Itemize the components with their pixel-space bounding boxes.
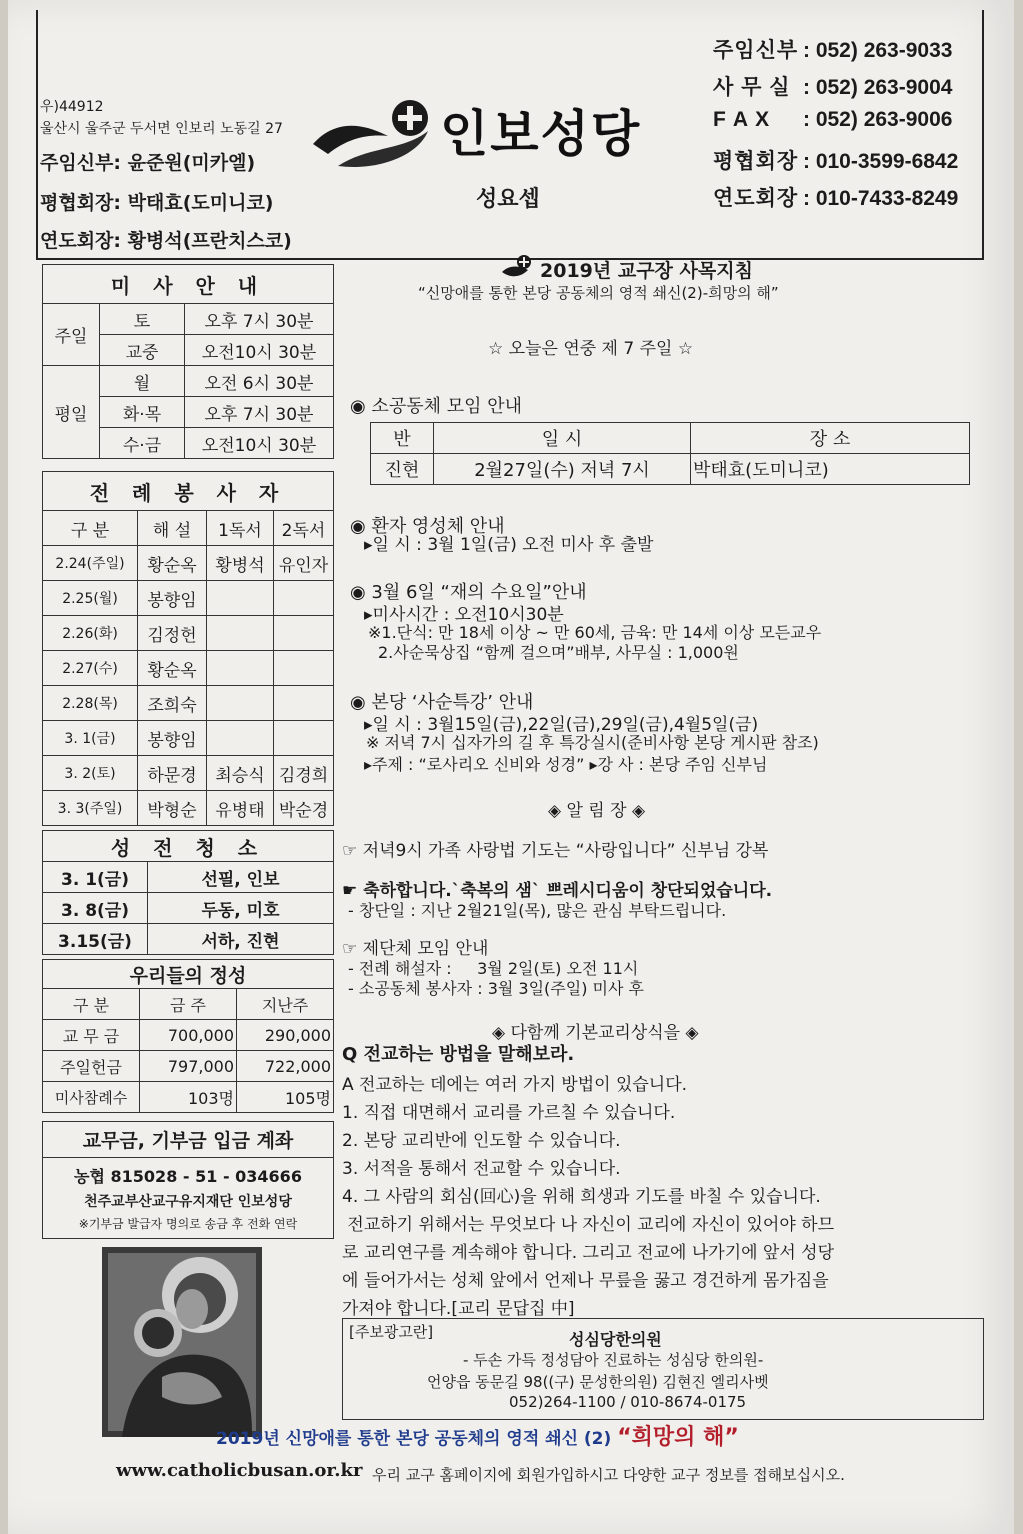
server-date: 3. 1(금) xyxy=(43,721,138,756)
servers-header: 1독서 xyxy=(207,511,274,546)
offering-table xyxy=(42,959,334,1113)
server-commentator: 김정헌 xyxy=(138,616,207,651)
contact-row xyxy=(713,34,952,64)
mass-time: 오전 6시 30분 xyxy=(185,366,334,397)
ad-line: 언양읍 동문길 98((구) 문성한의원) 김현진 엘리사벳 xyxy=(427,1373,769,1391)
sc-place: 박태효(도미니코) xyxy=(691,454,970,485)
table-row xyxy=(43,616,334,651)
catechism-line: 4. 그 사람의 회심(回心)을 위해 희생과 기도를 바칠 수 있습니다. xyxy=(342,1187,821,1207)
server-reader1: 최승식 xyxy=(207,756,274,791)
footer-slogan xyxy=(216,1420,739,1451)
server-reader2 xyxy=(274,686,334,721)
contact-label: 평협회장 xyxy=(713,150,799,173)
contact-label: F A X xyxy=(713,108,771,131)
ad-label: [주보광고란] xyxy=(349,1323,434,1341)
board-item: ☞ 저녁9시 가족 사랑법 기도는 “사랑입니다” 신부님 강복 xyxy=(342,841,769,861)
catechism-line: 전교하기 위해서는 무엇보다 나 자신이 교리에 자신이 있어야 하므 xyxy=(342,1215,835,1235)
table-row xyxy=(43,1082,334,1113)
ash-line: ▸미사시간 : 오전10시30분 xyxy=(364,605,564,625)
offering-header: 지난주 xyxy=(237,989,334,1020)
council-label: 평협회장: xyxy=(40,192,122,214)
board-item-sub: - 창단일 : 지난 2월21일(목), 많은 관심 부탁드립니다. xyxy=(348,901,727,920)
table-row xyxy=(43,862,334,893)
lecture-line: ▸주제 : “로사리오 신비와 성경” ▸강 사 : 본당 주임 신부님 xyxy=(364,755,768,774)
sc-group: 진현 xyxy=(371,454,434,485)
table-row xyxy=(43,1020,334,1051)
priest-name: 윤준원(미카엘) xyxy=(127,152,256,174)
account-number: 농협 815028 - 51 - 034666 xyxy=(74,1167,302,1186)
offering-last-week: 722,000 xyxy=(237,1051,334,1082)
catechism-line: 로 교리연구를 계속해야 합니다. 그리고 전교에 나가기에 앞서 성당 xyxy=(342,1243,835,1263)
server-commentator: 봉향임 xyxy=(138,721,207,756)
server-reader2: 김경희 xyxy=(274,756,334,791)
account-note: ※기부금 발급자 명의로 송금 후 전화 연락 xyxy=(78,1217,298,1231)
sc-header: 일 시 xyxy=(434,423,691,454)
table-row xyxy=(43,686,334,721)
offering-this-week: 797,000 xyxy=(140,1051,237,1082)
contact-value: : 052) 263-9033 xyxy=(803,39,953,62)
catechism-line: 2. 본당 교리반에 인도할 수 있습니다. xyxy=(342,1131,621,1151)
cleaning-date: 3. 8(금) xyxy=(43,893,148,924)
table-row xyxy=(43,924,334,955)
offering-header: 구 분 xyxy=(43,989,140,1020)
server-reader2 xyxy=(274,616,334,651)
board-title: ◈ 알 림 장 ◈ xyxy=(548,801,646,821)
account-holder: 천주교부산교구유지재단 인보성당 xyxy=(84,1194,292,1210)
lecture-title: ◉ 본당 ‘사순특강’ 안내 xyxy=(350,692,534,713)
table-row xyxy=(43,581,334,616)
board-item-sub: - 전례 해설자 : 3월 2일(토) 오전 11시 xyxy=(348,959,639,978)
sc-datetime: 2월27일(수) 저녁 7시 xyxy=(434,454,691,485)
server-reader2: 박순경 xyxy=(274,791,334,826)
catechism-question: Q 전교하는 방법을 말해보라. xyxy=(342,1044,575,1065)
servers-header: 해 설 xyxy=(138,511,207,546)
ad-line: 052)264-1100 / 010-8674-0175 xyxy=(509,1393,747,1411)
mass-day: 화·목 xyxy=(100,397,185,428)
footer-url-text: 우리 교구 홈페이지에 회원가입하시고 다양한 교구 정보를 접해보십시오. xyxy=(372,1466,845,1484)
server-date: 2.25(월) xyxy=(43,581,138,616)
offering-category: 교 무 금 xyxy=(43,1020,140,1051)
account-title: 교무금, 기부금 입금 계좌 xyxy=(43,1122,333,1158)
server-commentator: 박형순 xyxy=(138,791,207,826)
cleaning-groups: 서하, 진현 xyxy=(148,924,334,955)
catechism-line: 3. 서적을 통해서 전교할 수 있습니다. xyxy=(342,1159,621,1179)
table-row xyxy=(43,651,334,686)
table-row xyxy=(43,546,334,581)
cleaning-groups: 선필, 인보 xyxy=(148,862,334,893)
mass-title: 미 사 안 내 xyxy=(43,265,334,304)
sunday-label: 주일 xyxy=(43,304,100,366)
mass-time: 오전10시 30분 xyxy=(185,428,334,459)
cleaning-groups: 두동, 미호 xyxy=(148,893,334,924)
offering-header: 금 주 xyxy=(140,989,237,1020)
server-date: 2.28(목) xyxy=(43,686,138,721)
board-item: ☞ 제단체 모임 안내 xyxy=(342,939,489,959)
pastoral-title: 2019년 교구장 사목지침 xyxy=(540,260,753,282)
ash-line: ※1.단식: 만 18세 이상 ~ 만 60세, 금육: 만 14세 이상 모든교우 xyxy=(368,623,822,642)
ad-name: 성심당한의원 xyxy=(569,1330,662,1349)
contact-value: : 052) 263-9004 xyxy=(803,76,953,99)
catechism-title: ◈ 다함께 기본교리상식을 ◈ xyxy=(492,1023,699,1043)
server-commentator: 하문경 xyxy=(138,756,207,791)
council-name: 박태효(도미니코) xyxy=(127,192,274,214)
cleaning-date: 3. 1(금) xyxy=(43,862,148,893)
ad-line: - 두손 가득 정성담아 진료하는 성심당 한의원- xyxy=(463,1351,764,1369)
sc-header: 장 소 xyxy=(691,423,970,454)
contact-value: : 052) 263-9006 xyxy=(803,108,953,131)
church-logo-icon xyxy=(308,96,438,176)
server-date: 2.24(주일) xyxy=(43,546,138,581)
server-reader1: 유병태 xyxy=(207,791,274,826)
table-row xyxy=(371,454,970,485)
server-reader2 xyxy=(274,581,334,616)
mass-time: 오후 7시 30분 xyxy=(185,397,334,428)
ash-line: 2.사순묵상집 “함께 걸으며”배부, 사무실 : 1,000원 xyxy=(378,643,739,662)
cleaning-table xyxy=(42,830,334,955)
pastoral-subtitle: “신망애를 통한 본당 공동체의 영적 쇄신(2)-희망의 해” xyxy=(418,284,779,302)
catechism-line: 1. 직접 대면해서 교리를 가르칠 수 있습니다. xyxy=(342,1103,676,1123)
saint-joseph-icon xyxy=(102,1247,262,1437)
server-reader1 xyxy=(207,616,274,651)
patient-line: ▸일 시 : 3월 1일(금) 오전 미사 후 출발 xyxy=(364,535,654,555)
servers-table xyxy=(42,471,334,826)
offering-last-week: 290,000 xyxy=(237,1020,334,1051)
offering-title: 우리들의 정성 xyxy=(43,960,334,989)
board-item: ☛ 축하합니다.`축복의 샘` 쁘레시디움이 창단되었습니다. xyxy=(342,881,773,901)
youth-name: 황병석(프란치스코) xyxy=(127,230,292,252)
lecture-line: ▸일 시 : 3월15일(금),22일(금),29일(금),4월5일(금) xyxy=(364,715,759,735)
servers-title: 전 례 봉 사 자 xyxy=(43,472,334,511)
sc-header: 반 xyxy=(371,423,434,454)
server-reader2: 유인자 xyxy=(274,546,334,581)
contact-value: : 010-7433-8249 xyxy=(803,187,959,210)
server-date: 3. 2(토) xyxy=(43,756,138,791)
server-reader1 xyxy=(207,721,274,756)
server-reader2 xyxy=(274,721,334,756)
table-row xyxy=(43,721,334,756)
account-box xyxy=(42,1121,334,1239)
mass-day: 월 xyxy=(100,366,185,397)
server-date: 2.26(화) xyxy=(43,616,138,651)
board-item-sub: - 소공동체 봉사자 : 3월 3일(주일) 미사 후 xyxy=(348,979,644,998)
bulletin-page xyxy=(8,0,1014,1534)
server-date: 3. 3(주일) xyxy=(43,791,138,826)
contact-label: 주임신부 xyxy=(713,39,799,62)
lecture-line: ※ 저녁 7시 십자가의 길 후 특강실시(준비사항 본당 게시판 참조) xyxy=(366,733,819,752)
mass-day: 수·금 xyxy=(100,428,185,459)
ash-title: ◉ 3월 6일 “재의 수요일”안내 xyxy=(350,582,587,603)
mass-time: 오전10시 30분 xyxy=(185,335,334,366)
today-sunday: ☆ 오늘은 연중 제 7 주일 ☆ xyxy=(488,339,694,359)
server-reader1 xyxy=(207,686,274,721)
server-date: 2.27(수) xyxy=(43,651,138,686)
weekday-label: 평일 xyxy=(43,366,100,459)
catechism-line: 에 들어가서는 성체 앞에서 언제나 무릎을 꿇고 경건하게 몸가짐을 xyxy=(342,1271,829,1291)
offering-this-week: 103명 xyxy=(140,1082,237,1113)
table-row xyxy=(43,756,334,791)
contact-row xyxy=(713,182,958,212)
footer-slogan-text: 2019년 신망애를 통한 본당 공동체의 영적 쇄신 (2) xyxy=(216,1429,612,1449)
youth-line xyxy=(40,226,292,253)
small-community-table xyxy=(370,422,970,485)
mass-time: 오후 7시 30분 xyxy=(185,304,334,335)
server-reader1 xyxy=(207,581,274,616)
server-commentator: 황순옥 xyxy=(138,546,207,581)
contact-label: 사 무 실 xyxy=(713,76,791,99)
table-row xyxy=(43,893,334,924)
mass-schedule-table xyxy=(42,264,334,459)
servers-header: 구 분 xyxy=(43,511,138,546)
server-commentator: 황순옥 xyxy=(138,651,207,686)
catechism-line: A 전교하는 데에는 여러 가지 방법이 있습니다. xyxy=(342,1075,688,1095)
youth-label: 연도회장: xyxy=(40,230,122,252)
small-logo-icon xyxy=(500,254,534,280)
server-reader1: 황병석 xyxy=(207,546,274,581)
council-line xyxy=(40,188,274,215)
catechism-line: 가져야 합니다.[교리 문답집 中] xyxy=(342,1299,575,1319)
contact-row xyxy=(713,145,958,175)
server-commentator: 조희숙 xyxy=(138,686,207,721)
contact-label: 연도회장 xyxy=(713,187,799,210)
offering-category: 주일헌금 xyxy=(43,1051,140,1082)
footer-url[interactable]: www.catholicbusan.or.kr xyxy=(116,1460,363,1481)
footer-slogan-emphasis: “희망의 해” xyxy=(617,1425,739,1450)
cleaning-title: 성 전 청 소 xyxy=(43,831,334,862)
ad-box xyxy=(342,1318,984,1420)
table-row xyxy=(43,1051,334,1082)
church-subtitle: 성요셉 xyxy=(476,187,540,212)
servers-header: 2독서 xyxy=(274,511,334,546)
priest-line xyxy=(40,148,255,175)
contact-value: : 010-3599-6842 xyxy=(803,150,959,173)
postal-code: 우)44912 xyxy=(40,99,104,115)
left-column xyxy=(42,264,334,1437)
server-reader1 xyxy=(207,651,274,686)
priest-label: 주임신부: xyxy=(40,152,122,174)
mass-day: 토 xyxy=(100,304,185,335)
mass-day: 교중 xyxy=(100,335,185,366)
contact-row xyxy=(713,108,952,132)
patient-title: ◉ 환자 영성체 안내 xyxy=(350,516,505,537)
cleaning-date: 3.15(금) xyxy=(43,924,148,955)
server-reader2 xyxy=(274,651,334,686)
offering-this-week: 700,000 xyxy=(140,1020,237,1051)
address: 울산시 울주군 두서면 인보리 노동길 27 xyxy=(40,121,283,137)
server-commentator: 봉향임 xyxy=(138,581,207,616)
small-community-title: ◉ 소공동체 모임 안내 xyxy=(350,396,522,417)
table-row xyxy=(43,791,334,826)
church-name: 인보성당 xyxy=(440,104,642,163)
offering-category: 미사참례수 xyxy=(43,1082,140,1113)
contact-row xyxy=(713,71,952,101)
offering-last-week: 105명 xyxy=(237,1082,334,1113)
